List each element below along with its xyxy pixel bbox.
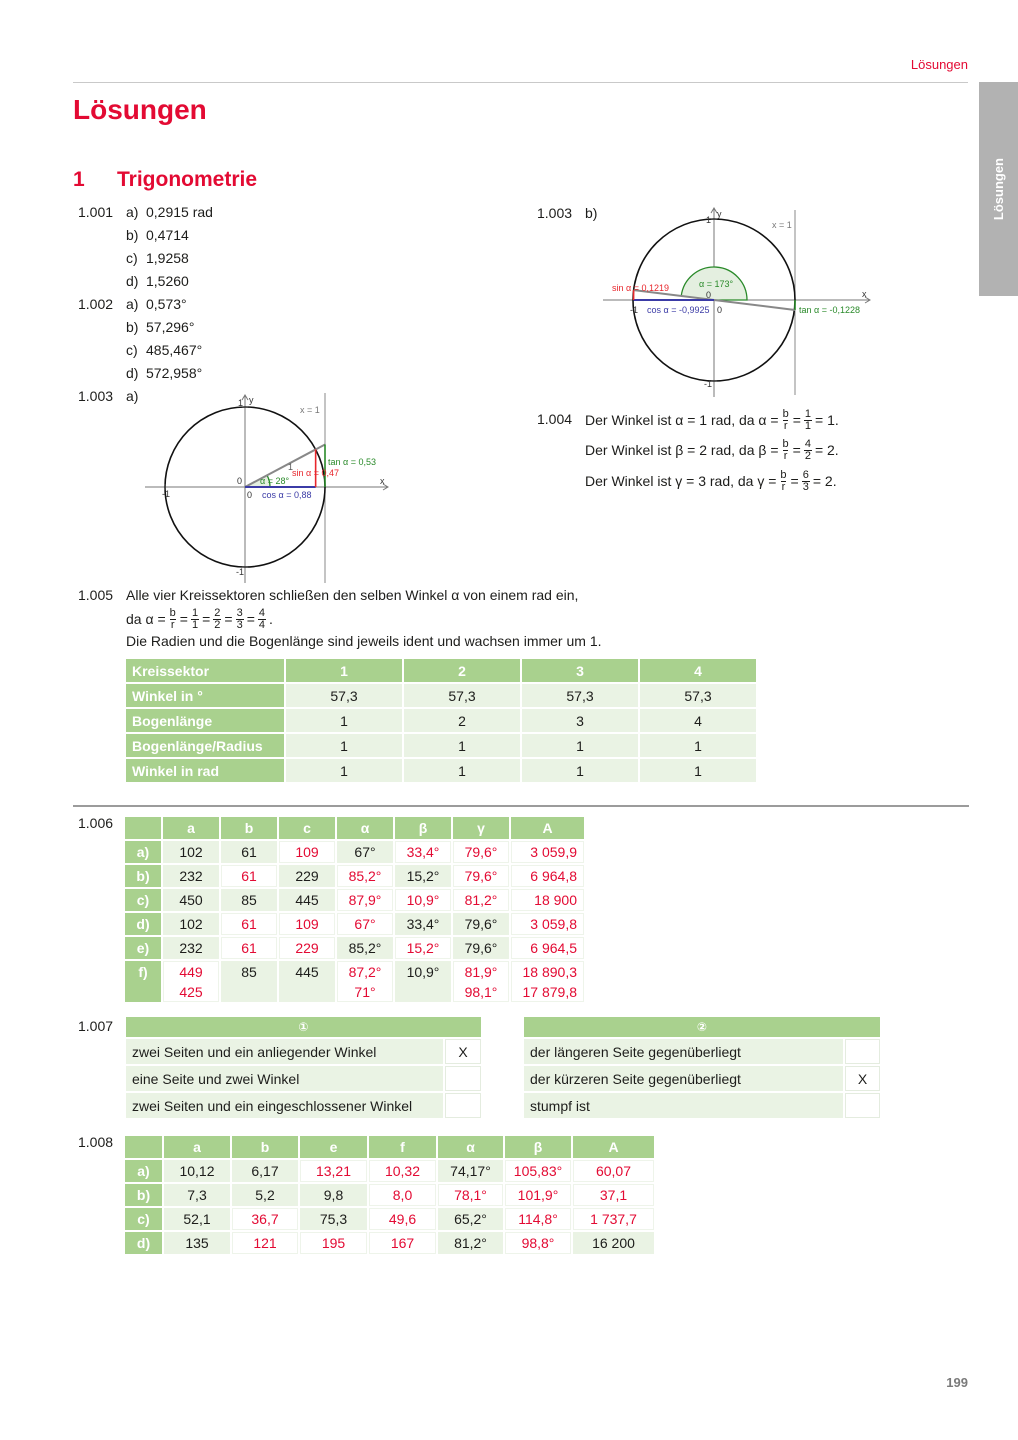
given-value-cell: 79,6° (453, 937, 509, 959)
table-header-row (126, 1017, 481, 1037)
row-label: e) (125, 937, 161, 959)
table-row (125, 913, 584, 935)
table-header-symbol: ① (126, 1017, 481, 1037)
unit-circle-diagram-a (140, 393, 395, 585)
table-cell: 1 (522, 759, 638, 782)
table-cell: 3 (522, 709, 638, 732)
exercise-number: 1.003 (537, 205, 573, 221)
triangle-table-1006 (123, 815, 586, 1004)
table-row (125, 865, 584, 887)
column-header: 2 (404, 659, 520, 682)
axis-y-label: y (717, 209, 722, 219)
equals: = (790, 473, 799, 489)
column-header: A (511, 817, 584, 839)
item-value: 1,9258 (146, 250, 189, 266)
cell-value: 425 (179, 984, 203, 1000)
formula-suffix: . (269, 611, 273, 627)
origin-label: 0 (237, 476, 243, 486)
table-cell: 1 (640, 759, 756, 782)
exercise-number: 1.007 (78, 1018, 114, 1034)
row-label: Bogenlänge (126, 709, 284, 732)
item-value: 572,958° (146, 365, 203, 381)
cell-value: 449 (179, 964, 203, 980)
table-row (125, 961, 584, 1002)
computed-value-cell: 3 059,8 (511, 913, 584, 935)
origin-label: 0 (706, 290, 712, 300)
choice-table-1 (124, 1015, 483, 1120)
computed-value-cell: 229 (279, 937, 335, 959)
computed-value-cell: 109 (279, 913, 335, 935)
row-label: a) (125, 841, 161, 863)
cos-label: cos α = -0,9925 (647, 305, 710, 315)
tan-label: tan α = 0,53 (328, 457, 376, 467)
table-corner-cell (125, 1136, 162, 1158)
tick-label: -1 (630, 305, 639, 315)
checkmark-cell (445, 1093, 481, 1118)
fraction (804, 409, 812, 432)
equals: = (792, 442, 801, 458)
formula-text: Der Winkel ist β = 2 rad, da β = (585, 442, 779, 458)
item-label: b) (126, 319, 139, 335)
denominator: r (170, 618, 175, 631)
table-row (125, 1232, 654, 1254)
column-header: 3 (522, 659, 638, 682)
given-value-cell: 102 (163, 913, 219, 935)
exercise-number: 1.003 (78, 388, 114, 404)
statement-cell: zwei Seiten und ein eingeschlossener Winkel (126, 1093, 443, 1118)
computed-value-cell: 6 964,5 (511, 937, 584, 959)
table-row (125, 841, 584, 863)
cell-value: 17 879,8 (522, 984, 577, 1000)
table-cell: 1 (522, 734, 638, 757)
row-label: b) (125, 865, 161, 887)
axis-x-label: x (862, 289, 867, 299)
paragraph-line: Die Radien und die Bogenlänge sind jeweils ident und wachsen immer um 1. (126, 633, 602, 649)
table-row (126, 1066, 481, 1091)
table-cell: 57,3 (522, 684, 638, 707)
fraction (782, 409, 790, 432)
given-value-cell: 229 (279, 865, 335, 887)
row-label: a) (125, 1160, 162, 1182)
table-row (126, 759, 756, 782)
given-value-cell: 85 (221, 961, 277, 1002)
cell-value: 18 890,3 (522, 964, 577, 980)
line-label: x = 1 (772, 220, 792, 230)
numerator: 3 (236, 606, 243, 619)
table-corner-cell (125, 817, 161, 839)
exercise-number: 1.004 (537, 411, 573, 427)
alpha-label: α = 28° (260, 476, 290, 486)
computed-value-cell: 15,2° (395, 937, 451, 959)
given-value-cell: 445 (279, 961, 335, 1002)
given-value-cell: 102 (163, 841, 219, 863)
item-value: 0,4714 (146, 227, 189, 243)
list-item (78, 226, 213, 249)
table-cell: 57,3 (404, 684, 520, 707)
item-label: b) (126, 227, 139, 243)
given-value-cell: 135 (164, 1232, 230, 1254)
line-label: x = 1 (300, 405, 320, 415)
computed-value-cell: 98,8° (505, 1232, 571, 1254)
computed-value-cell (337, 961, 393, 1002)
item-label: d) (126, 273, 139, 289)
origin-label: 0 (717, 305, 723, 315)
header-rule (73, 82, 968, 83)
numerator: 1 (804, 407, 812, 420)
given-value-cell: 232 (163, 865, 219, 887)
given-value-cell: 65,2° (438, 1208, 503, 1230)
computed-value-cell: 101,9° (505, 1184, 571, 1206)
column-header: c (279, 817, 335, 839)
computed-value-cell: 3 059,9 (511, 841, 584, 863)
column-header: A (573, 1136, 654, 1158)
checkmark-cell (445, 1066, 481, 1091)
table-row (125, 889, 584, 911)
statement-cell: der längeren Seite gegenüberliegt (524, 1039, 843, 1064)
fraction (804, 439, 812, 462)
quadrilateral-table-1008 (123, 1134, 656, 1256)
equals: = (179, 611, 188, 627)
section-number: 1 (73, 168, 85, 191)
denominator: 2 (214, 618, 221, 631)
cell-value: 87,2° (348, 964, 382, 980)
statement-cell: zwei Seiten und ein anliegender Winkel (126, 1039, 443, 1064)
denominator: 3 (802, 480, 809, 493)
given-value-cell: 85 (221, 889, 277, 911)
formula-result: = 2. (814, 442, 839, 458)
computed-value-cell: 67° (337, 913, 393, 935)
numerator: b (780, 468, 787, 481)
computed-value-cell: 195 (300, 1232, 367, 1254)
column-header: 4 (640, 659, 756, 682)
cell-value: 98,1° (464, 984, 498, 1000)
sector-table (124, 657, 758, 784)
given-value-cell: 15,2° (395, 865, 451, 887)
given-value-cell: 85,2° (337, 937, 393, 959)
fraction (258, 608, 266, 631)
axis-x-label: x (380, 476, 385, 486)
item-label: c) (126, 342, 138, 358)
given-value-cell: 52,1 (164, 1208, 230, 1230)
column-header: 1 (286, 659, 402, 682)
side-tab-label: Lösungen (991, 157, 1006, 221)
tick-label: -1 (162, 489, 171, 499)
numerator: 6 (802, 468, 809, 481)
row-label: f) (125, 961, 161, 1002)
column-header: β (505, 1136, 571, 1158)
cell-value: 81,9° (464, 964, 498, 980)
table-cell: 1 (286, 759, 402, 782)
table-cell: 4 (640, 709, 756, 732)
denominator: r (783, 419, 788, 432)
denominator: r (783, 449, 788, 462)
table-row (524, 1039, 880, 1064)
table-cell: 1 (286, 734, 402, 757)
given-value-cell: 10,9° (395, 961, 451, 1002)
computed-value-cell: 79,6° (453, 865, 509, 887)
tick-label: 1 (238, 398, 244, 408)
table-row (125, 1160, 654, 1182)
checkmark-cell (845, 1039, 880, 1064)
list-item (78, 249, 213, 272)
given-value-cell: 33,4° (395, 913, 451, 935)
sin-label: sin α = 0,47 (292, 468, 339, 478)
computed-value-cell: 109 (279, 841, 335, 863)
denominator: r (781, 480, 786, 493)
equals: = (792, 412, 801, 428)
fraction (802, 470, 810, 493)
fraction (236, 608, 244, 631)
computed-value-cell: 78,1° (438, 1184, 503, 1206)
item-label: a) (126, 204, 139, 220)
item-value: 57,296° (146, 319, 195, 335)
computed-value-cell: 8,0 (369, 1184, 436, 1206)
exercise-number: 1.005 (78, 587, 114, 603)
fraction (213, 608, 221, 631)
item-label: d) (126, 365, 139, 381)
table-header-row (125, 1136, 654, 1158)
table-header-row (524, 1017, 880, 1037)
given-value-cell: 7,3 (164, 1184, 230, 1206)
table-row (125, 1184, 654, 1206)
computed-value-cell: 79,6° (453, 841, 509, 863)
column-header: b (232, 1136, 298, 1158)
computed-value-cell: 13,21 (300, 1160, 367, 1182)
alpha-label: α = 173° (699, 279, 734, 289)
column-header: Kreissektor (126, 659, 284, 682)
given-value-cell: 75,3 (300, 1208, 367, 1230)
computed-value-cell: 85,2° (337, 865, 393, 887)
column-header: a (163, 817, 219, 839)
given-value-cell: 450 (163, 889, 219, 911)
computed-value-cell: 1 737,7 (573, 1208, 654, 1230)
statement-cell: der kürzeren Seite gegenüberliegt (524, 1066, 843, 1091)
given-value-cell: 67° (337, 841, 393, 863)
list-item (78, 203, 213, 226)
denominator: 3 (236, 618, 243, 631)
cos-label: cos α = 0,88 (262, 490, 312, 500)
row-label: c) (125, 1208, 162, 1230)
table-row (126, 709, 756, 732)
row-label: Winkel in rad (126, 759, 284, 782)
denominator: 2 (804, 449, 811, 462)
sin-label: sin α = 0,1219 (612, 283, 669, 293)
radius-label: 1 (288, 462, 294, 472)
item-label: a) (126, 388, 139, 404)
list-item (78, 272, 213, 295)
computed-value-cell: 105,83° (505, 1160, 571, 1182)
given-value-cell: 445 (279, 889, 335, 911)
item-value: 0,2915 rad (146, 204, 213, 220)
formula-text: da α = (126, 611, 166, 627)
page-number: 199 (946, 1375, 968, 1390)
section-divider (73, 805, 969, 807)
numerator: b (782, 437, 789, 450)
numerator: 2 (214, 606, 221, 619)
formula-line (585, 435, 839, 465)
exercise-number: 1.006 (78, 815, 114, 831)
formula-line (126, 604, 273, 634)
computed-value-cell (453, 961, 509, 1002)
computed-value-cell: 10,9° (395, 889, 451, 911)
column-header: a (164, 1136, 230, 1158)
table-row (524, 1093, 880, 1118)
column-header: b (221, 817, 277, 839)
fraction (779, 470, 787, 493)
computed-value-cell: 121 (232, 1232, 298, 1254)
item-label: b) (585, 205, 598, 221)
given-value-cell: 5,2 (232, 1184, 298, 1206)
page-title: Lösungen (73, 94, 207, 125)
table-row (125, 1208, 654, 1230)
paragraph-line: Alle vier Kreissektoren schließen den selben Winkel α von einem rad ein, (126, 587, 579, 603)
table-row (524, 1066, 880, 1091)
row-label: d) (125, 1232, 162, 1254)
list-item (78, 295, 213, 318)
tick-label: -1 (236, 567, 245, 577)
tick-label: 1 (706, 215, 712, 225)
exercise-number: 1.008 (78, 1134, 114, 1150)
computed-value-cell: 36,7 (232, 1208, 298, 1230)
formula-line (585, 466, 837, 496)
computed-value-cell: 61 (221, 913, 277, 935)
computed-value-cell: 33,4° (395, 841, 451, 863)
table-row (126, 684, 756, 707)
computed-value-cell: 60,07 (573, 1160, 654, 1182)
choice-table-2 (522, 1015, 882, 1120)
table-header-symbol: ② (524, 1017, 880, 1037)
column-header: f (369, 1136, 436, 1158)
exercise-number: 1.001 (78, 204, 114, 220)
column-header: α (337, 817, 393, 839)
list-item (78, 318, 213, 341)
given-value-cell: 61 (221, 841, 277, 863)
table-row (125, 937, 584, 959)
table-row (126, 1039, 481, 1064)
list-item (78, 364, 213, 387)
table-cell: 1 (404, 734, 520, 757)
side-tab (979, 82, 1018, 296)
table-cell: 2 (404, 709, 520, 732)
column-header: β (395, 817, 451, 839)
given-value-cell: 9,8 (300, 1184, 367, 1206)
item-value: 485,467° (146, 342, 203, 358)
row-label: Bogenlänge/Radius (126, 734, 284, 757)
formula-result: = 1. (815, 412, 839, 428)
numerator: 1 (191, 606, 199, 619)
table-cell: 1 (286, 709, 402, 732)
row-label: c) (125, 889, 161, 911)
equals: = (202, 611, 211, 627)
row-label: d) (125, 913, 161, 935)
tick-label: -1 (704, 379, 713, 389)
formula-text: Der Winkel ist α = 1 rad, da α = (585, 412, 779, 428)
cell-value: 71° (354, 984, 376, 1000)
table-cell: 57,3 (286, 684, 402, 707)
running-head: Lösungen (910, 57, 968, 72)
exercise-list-1001-1003 (78, 203, 213, 410)
item-value: 1,5260 (146, 273, 189, 289)
formula-text: Der Winkel ist γ = 3 rad, da γ = (585, 473, 777, 489)
checkmark-cell: X (445, 1039, 481, 1064)
computed-value-cell: 81,2° (453, 889, 509, 911)
column-header: α (438, 1136, 503, 1158)
computed-value-cell: 10,32 (369, 1160, 436, 1182)
fraction (191, 608, 199, 631)
column-header: γ (453, 817, 509, 839)
computed-value-cell: 87,9° (337, 889, 393, 911)
table-row (126, 1093, 481, 1118)
statement-cell: eine Seite und zwei Winkel (126, 1066, 443, 1091)
given-value-cell: 232 (163, 937, 219, 959)
statement-cell: stumpf ist (524, 1093, 843, 1118)
fraction (782, 439, 790, 462)
computed-value-cell: 49,6 (369, 1208, 436, 1230)
given-value-cell: 16 200 (573, 1232, 654, 1254)
equals: = (224, 611, 233, 627)
computed-value-cell: 61 (221, 865, 277, 887)
denominator: 1 (191, 618, 199, 631)
equals: = (246, 611, 255, 627)
row-label: Winkel in ° (126, 684, 284, 707)
table-cell: 1 (404, 759, 520, 782)
given-value-cell: 74,17° (438, 1160, 503, 1182)
table-row (126, 734, 756, 757)
tan-label: tan α = -0,1228 (799, 305, 860, 315)
item-label: a) (126, 296, 139, 312)
computed-value-cell: 61 (221, 937, 277, 959)
list-item (78, 341, 213, 364)
computed-value-cell: 37,1 (573, 1184, 654, 1206)
formula-line (585, 405, 839, 435)
numerator: b (169, 606, 176, 619)
computed-value-cell: 18 900 (511, 889, 584, 911)
given-value-cell: 81,2° (438, 1232, 503, 1254)
axis-y-label: y (249, 395, 254, 405)
computed-value-cell (511, 961, 584, 1002)
denominator: 4 (258, 618, 265, 631)
computed-value-cell: 6 964,8 (511, 865, 584, 887)
computed-value-cell: 114,8° (505, 1208, 571, 1230)
checkmark-cell: X (845, 1066, 880, 1091)
exercise-number: 1.002 (78, 296, 114, 312)
item-label: c) (126, 250, 138, 266)
row-label: b) (125, 1184, 162, 1206)
formula-result: = 2. (812, 473, 837, 489)
origin-label: 0 (247, 490, 253, 500)
denominator: 1 (804, 419, 812, 432)
item-value: 0,573° (146, 296, 187, 312)
fraction (169, 608, 177, 631)
column-header: e (300, 1136, 367, 1158)
table-cell: 57,3 (640, 684, 756, 707)
computed-value-cell: 167 (369, 1232, 436, 1254)
checkmark-cell (845, 1093, 880, 1118)
unit-circle-diagram-b (600, 205, 875, 400)
numerator: 4 (258, 606, 265, 619)
given-value-cell: 79,6° (453, 913, 509, 935)
computed-value-cell (163, 961, 219, 1002)
table-cell: 1 (640, 734, 756, 757)
table-header-row (126, 659, 756, 682)
section-title: Trigonometrie (117, 168, 258, 191)
table-header-row (125, 817, 584, 839)
given-value-cell: 10,12 (164, 1160, 230, 1182)
given-value-cell: 6,17 (232, 1160, 298, 1182)
numerator: b (782, 407, 789, 420)
numerator: 4 (804, 437, 811, 450)
